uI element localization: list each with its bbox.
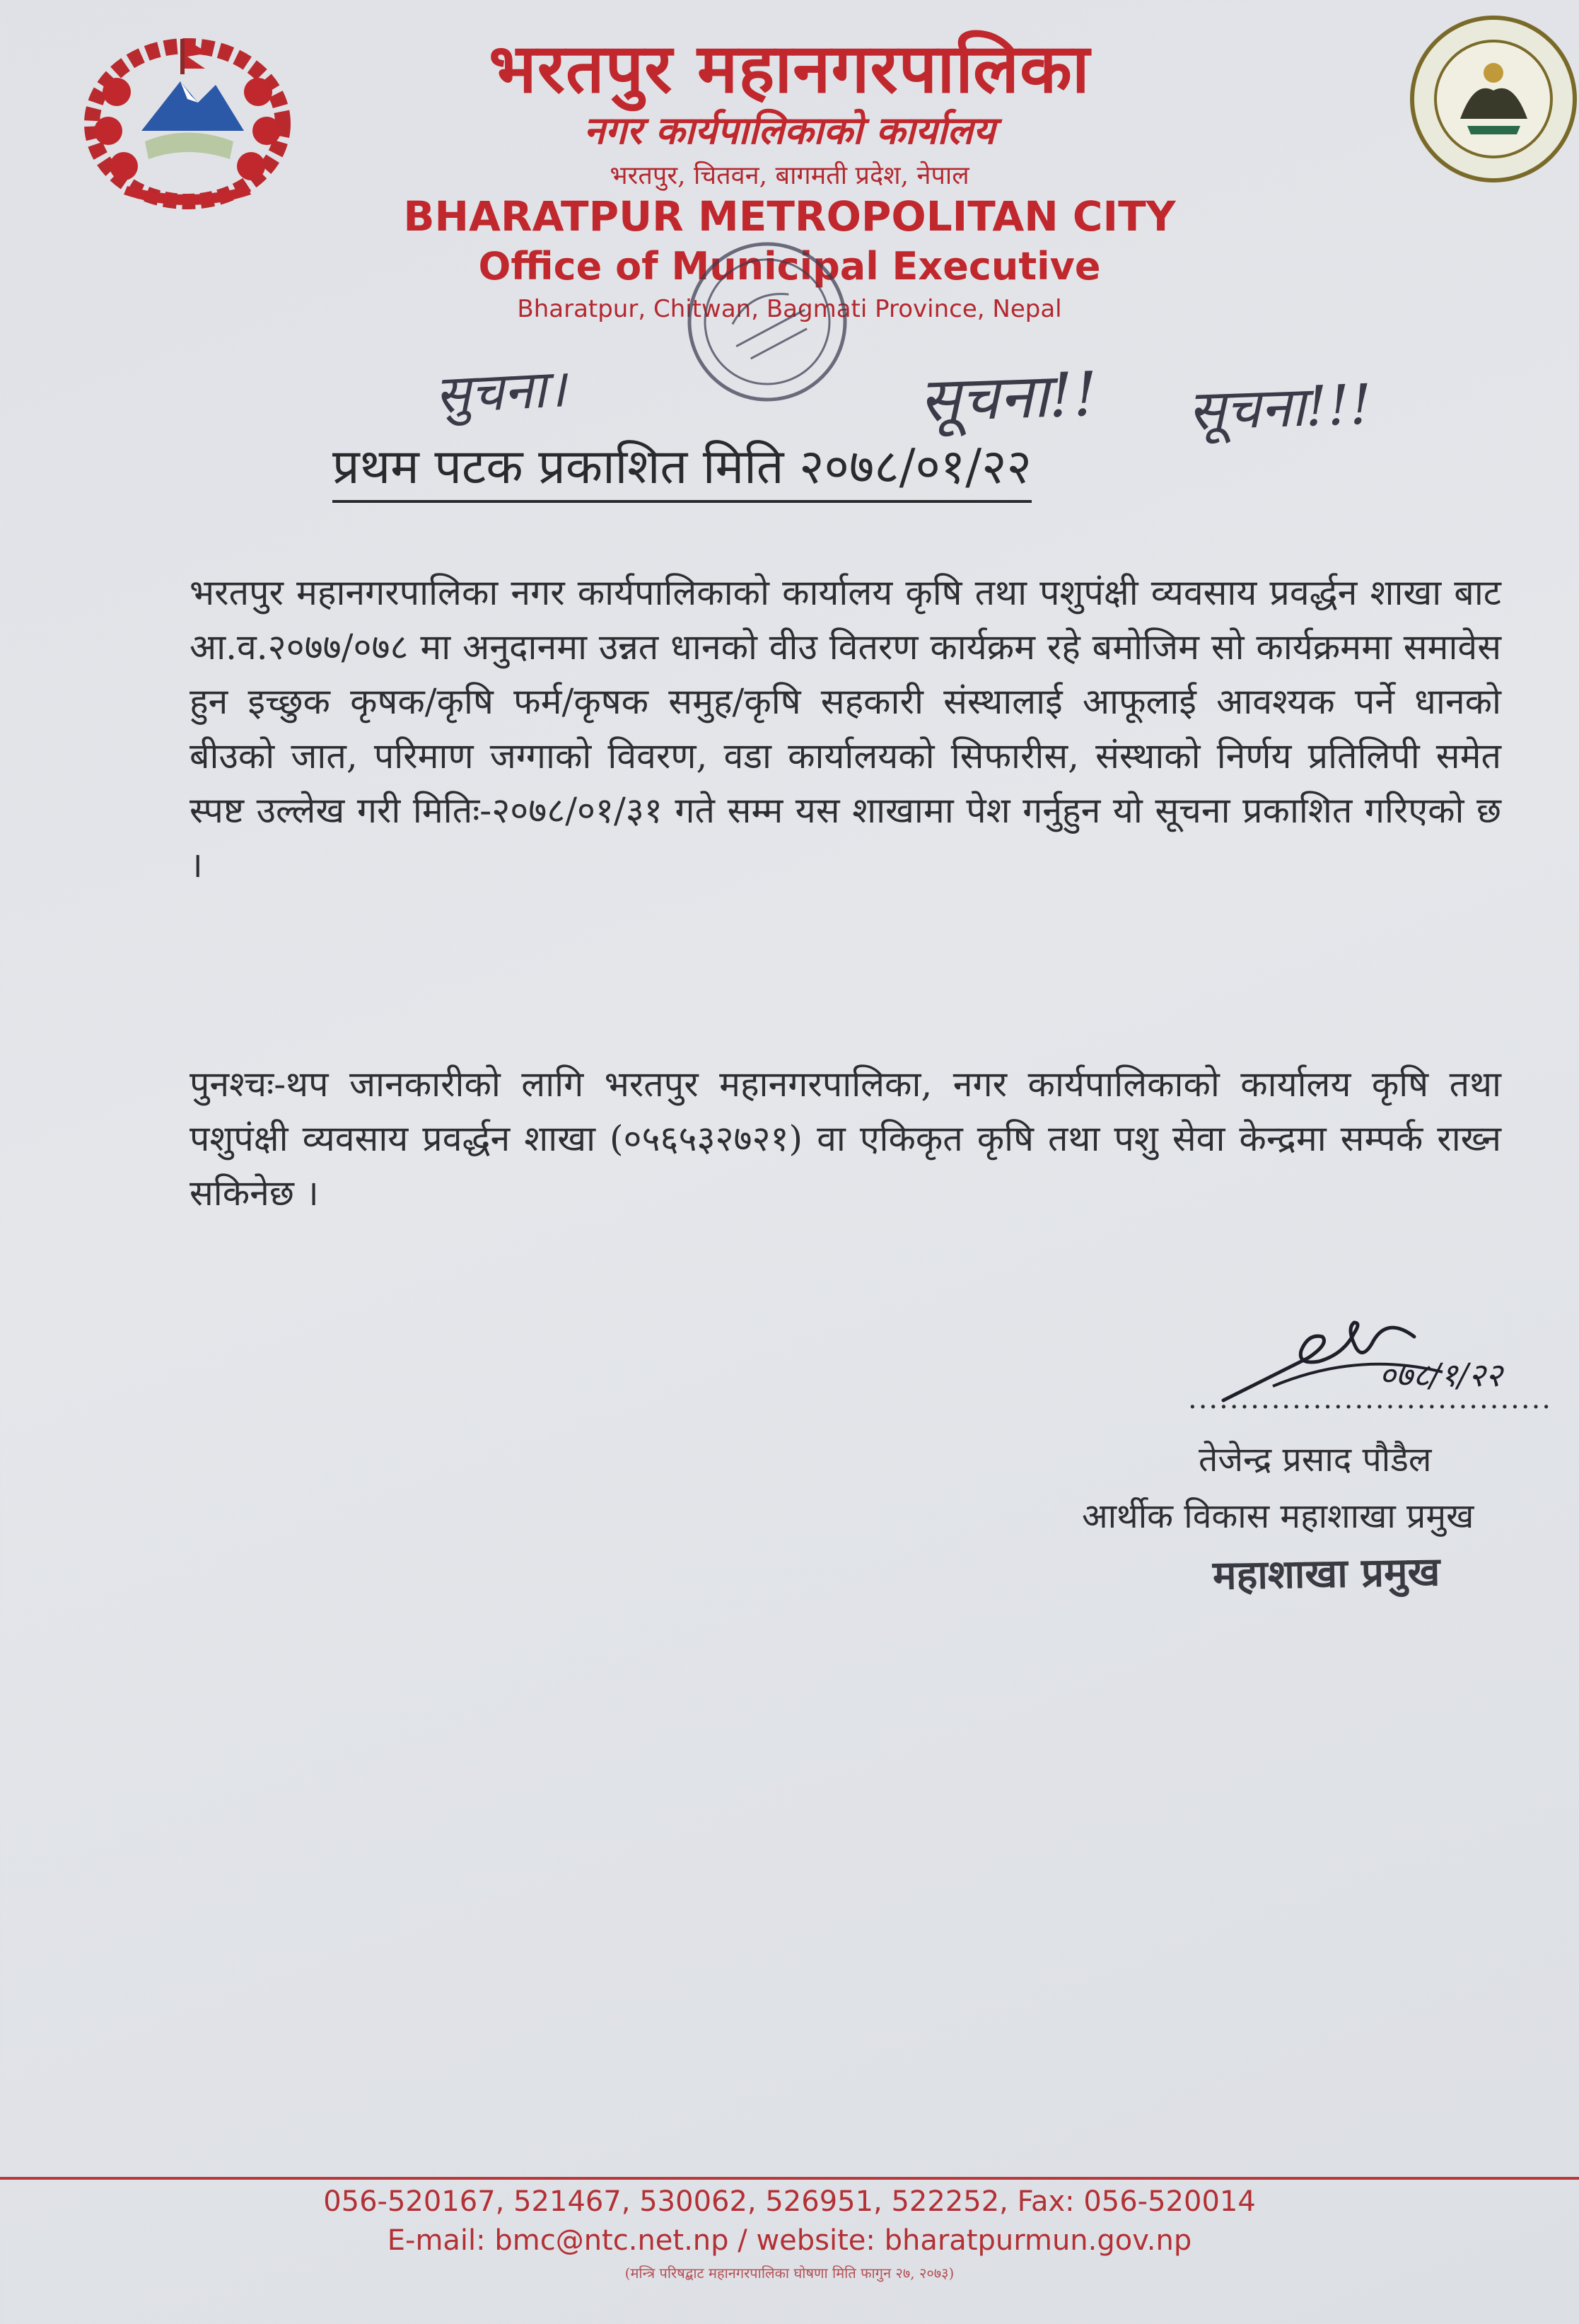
signer-title-stamp: महाशाखा प्रमुख bbox=[1212, 1548, 1440, 1599]
footer-phone-numbers: 056-520167, 521467, 530062, 526951, 522252, Fax: 056-520014 bbox=[323, 2185, 1256, 2218]
address-nepali: भरतपुर, चितवन, बागमती प्रदेश, नेपाल bbox=[610, 161, 969, 190]
signer-name: तेजेन्द्र प्रसाद पौडैल bbox=[1199, 1440, 1432, 1480]
office-name-nepali: नगर कार्यपालिकाको कार्यालय bbox=[583, 108, 996, 153]
address-english: Bharatpur, Chitwan, Bagmati Province, Nepal bbox=[517, 295, 1062, 323]
footer-email-website: E-mail: bmc@ntc.net.np / website: bharatpurmun.gov.np bbox=[387, 2224, 1192, 2257]
official-stamp bbox=[629, 209, 905, 435]
signature-date: ०७८/१/२२ bbox=[1379, 1356, 1503, 1394]
office-name-english: Office of Municipal Executive bbox=[478, 244, 1101, 289]
handwritten-notice-3: सूचना!!! bbox=[1187, 373, 1373, 443]
footer-divider bbox=[0, 2177, 1579, 2180]
notice-body-paragraph: भरतपुर महानगरपालिका नगर कार्यपालिकाको कार्यालय कृषि तथा पशुपंक्षी व्यवसाय प्रवर्द्धन शाखा बाट आ.व.२०७७/०७८ मा अनुदानमा उन्नत धानको वीउ वितरण कार्यक्रम रहे बमोजिम सो कार्यक्रममा समावेस हुन इच्छुक कृषक/कृषि फर्म/कृषक समुह/कृषि सहकारी संस्थालाई आफूलाई आवश्यक पर्ने धानको बीउको जात, परिमाण जग्गाको विवरण, वडा कार्यालयको सिफारीस, संस्थाको निर्णय प्रतिलिपी समेत स्पष्ट उल्लेख गरी मितिः-२०७८/०१/३१ गते सम्म यस शाखामा पेश गर्नुहुन यो सूचना प्रकाशित गरिएको छ । bbox=[190, 572, 1501, 885]
signer-title: आर्थीक विकास महाशाखा प्रमुख bbox=[1082, 1497, 1474, 1536]
postscript-paragraph: पुनश्चः-थप जानकारीको लागि भरतपुर महानगरपालिका, नगर कार्यपालिकाको कार्यालय कृषि तथा पशुपंक्षी व्यवसाय प्रवर्द्धन शाखा (०५६५३२७२१) वा एकिकृत कृषि तथा पशु सेवा केन्द्रमा सम्पर्क राख्न सकिनेछ । bbox=[190, 1064, 1501, 1214]
org-name-english: BHARATPUR METROPOLITAN CITY bbox=[403, 192, 1176, 240]
published-date-heading: प्रथम पटक प्रकाशित मिति २०७८/०१/२२ bbox=[332, 431, 1032, 503]
signature-line: ................................... bbox=[1188, 1383, 1553, 1415]
handwritten-notice-1: सुचना। bbox=[433, 358, 568, 426]
org-name-nepali: भरतपुर महानगरपालिका bbox=[489, 28, 1090, 108]
handwritten-notice-2: सूचना!! bbox=[918, 359, 1099, 436]
footer-declaration-note: (मन्त्रि परिषद्बाट महानगरपालिका घोषणा मिति फागुन २७, २०७३) bbox=[624, 2265, 955, 2282]
